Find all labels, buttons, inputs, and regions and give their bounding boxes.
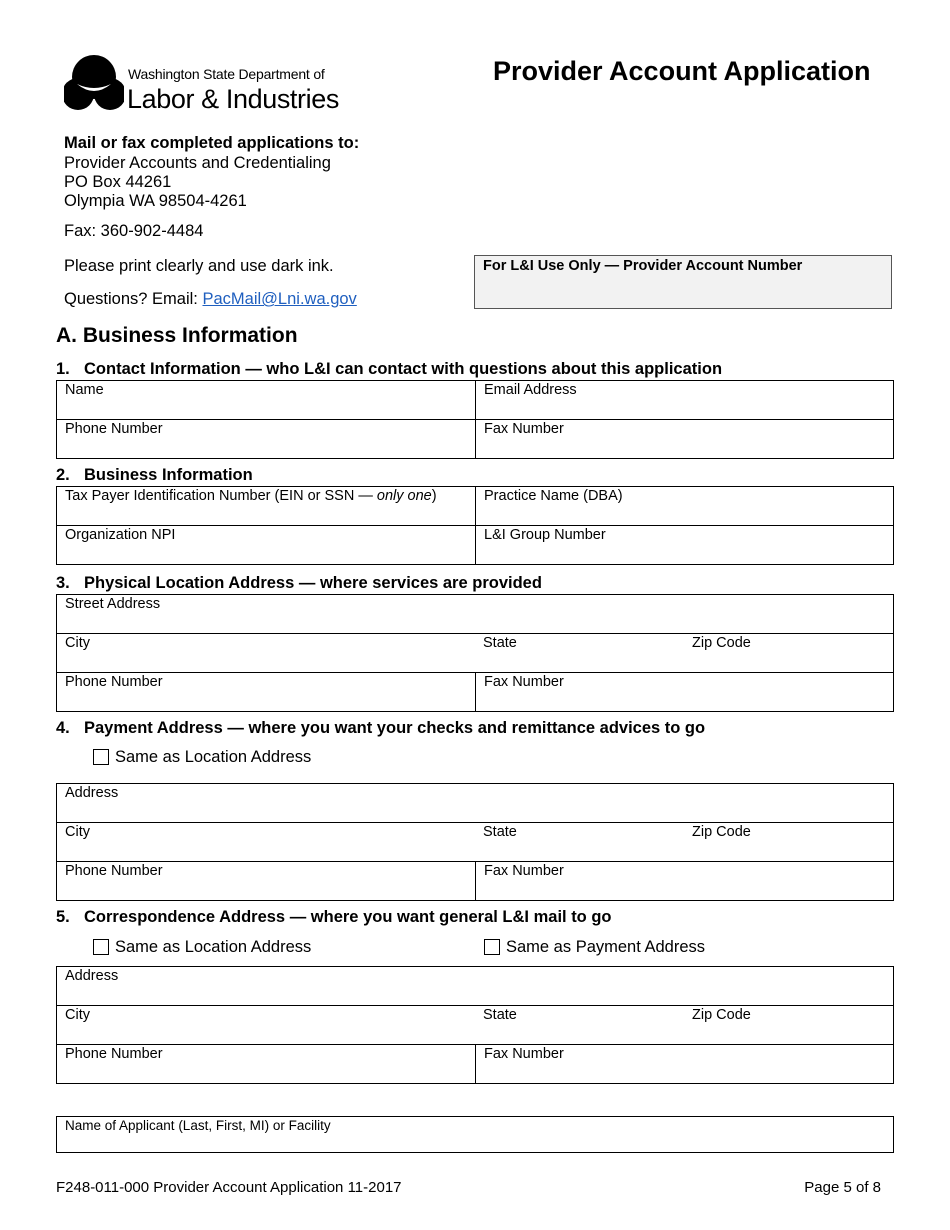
group-number-field[interactable]: L&I Group Number	[475, 526, 893, 564]
payment-city-field[interactable]: City	[65, 824, 90, 840]
contact-info-table	[56, 380, 894, 459]
print-note: Please print clearly and use dark ink.	[64, 257, 334, 275]
payment-fax-field[interactable]: Fax Number	[475, 862, 893, 900]
q5-heading: 5. Correspondence Address — where you want general L&I mail to go	[56, 908, 612, 926]
payment-zip-field[interactable]: Zip Code	[692, 824, 751, 840]
corr-zip-field[interactable]: Zip Code	[692, 1007, 751, 1023]
payment-address-field[interactable]: Address	[65, 785, 119, 801]
org-npi-field[interactable]: Organization NPI	[65, 527, 176, 543]
questions-label: Questions? Email:	[64, 290, 203, 308]
footer-form-id: F248-011-000 Provider Account Application 11-2017	[56, 1179, 402, 1196]
business-info-table	[56, 486, 894, 565]
location-city-field[interactable]: City	[65, 635, 90, 651]
payment-same-location-option[interactable]: Same as Location Address	[93, 748, 311, 767]
corr-phone-field[interactable]: Phone Number	[65, 1046, 163, 1062]
lni-logo-icon	[64, 54, 124, 116]
correspondence-address-table	[56, 966, 894, 1084]
contact-email-field[interactable]: Email Address	[475, 381, 893, 419]
office-use-box	[474, 255, 892, 309]
dept-line: Washington State Department of	[128, 66, 325, 82]
q3-heading: 3. Physical Location Address — where services are provided	[56, 574, 542, 592]
payment-phone-field[interactable]: Phone Number	[65, 863, 163, 879]
location-address-table	[56, 594, 894, 712]
corr-city-field[interactable]: City	[65, 1007, 90, 1023]
payment-state-field[interactable]: State	[483, 824, 517, 840]
form-title: Provider Account Application	[493, 56, 871, 86]
email-link[interactable]: PacMail@Lni.wa.gov	[202, 290, 357, 308]
contact-phone-field[interactable]: Phone Number	[65, 421, 163, 437]
location-fax-field[interactable]: Fax Number	[475, 673, 893, 711]
agency-logo	[64, 54, 344, 118]
contact-name-field[interactable]: Name	[65, 382, 104, 398]
corr-same-payment-option[interactable]: Same as Payment Address	[484, 938, 705, 957]
applicant-name-box	[56, 1116, 894, 1153]
checkbox[interactable]	[93, 939, 109, 955]
location-phone-field[interactable]: Phone Number	[65, 674, 163, 690]
office-use-label: For L&I Use Only — Provider Account Number	[483, 258, 803, 274]
corr-fax-field[interactable]: Fax Number	[475, 1045, 893, 1083]
tin-field[interactable]: Tax Payer Identification Number (EIN or SSN — only one)	[65, 488, 437, 504]
corr-state-field[interactable]: State	[483, 1007, 517, 1023]
section-title: A. Business Information	[56, 324, 298, 347]
q1-heading: 1. Contact Information — who L&I can contact with questions about this application	[56, 360, 723, 378]
checkbox[interactable]	[484, 939, 500, 955]
q2-heading: 2. Business Information	[56, 466, 253, 484]
mail-line-1: Provider Accounts and Credentialing	[64, 154, 331, 172]
checkbox[interactable]	[93, 749, 109, 765]
footer-page-number: Page 5 of 8	[804, 1179, 881, 1196]
payment-address-table	[56, 783, 894, 901]
questions-line	[64, 290, 357, 310]
corr-address-field[interactable]: Address	[65, 968, 119, 984]
contact-fax-field[interactable]: Fax Number	[475, 420, 893, 458]
fax-number-info: Fax: 360-902-4484	[64, 222, 204, 240]
corr-same-location-option[interactable]: Same as Location Address	[93, 938, 311, 957]
mail-heading: Mail or fax completed applications to:	[64, 134, 360, 152]
location-zip-field[interactable]: Zip Code	[692, 635, 751, 651]
mail-line-3: Olympia WA 98504-4261	[64, 192, 247, 210]
q4-heading: 4. Payment Address — where you want your checks and remittance advices to go	[56, 719, 706, 737]
location-state-field[interactable]: State	[483, 635, 517, 651]
agency-name: Labor & Industries	[127, 84, 339, 114]
mail-line-2: PO Box 44261	[64, 173, 172, 191]
location-street-field[interactable]: Street Address	[65, 596, 161, 612]
practice-name-field[interactable]: Practice Name (DBA)	[475, 487, 893, 525]
applicant-name-field[interactable]: Name of Applicant (Last, First, MI) or Facility	[65, 1118, 331, 1133]
